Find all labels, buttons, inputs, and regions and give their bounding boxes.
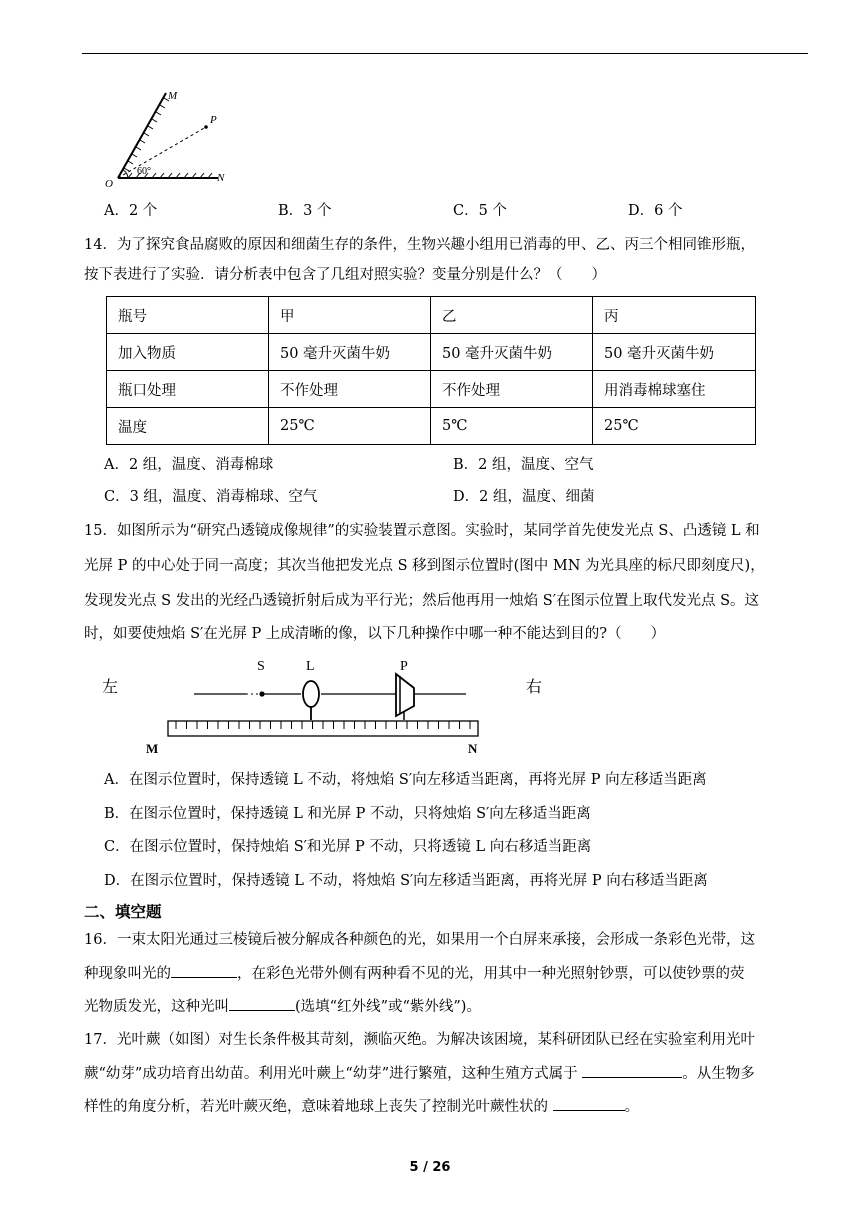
q14-option-a: A．2 组，温度、消毒棉球 bbox=[104, 457, 274, 473]
table-cell: 温度 bbox=[107, 408, 269, 445]
q13-option-c: C．5 个 bbox=[453, 203, 507, 219]
table-cell: 25℃ bbox=[593, 408, 756, 445]
q15-stem-line1: 15．如图所示为“研究凸透镜成像规律”的实验装置示意图。实验时，某同学首先使发光点 S、凸透镜 L 和 bbox=[84, 523, 760, 539]
q17-text: 。 bbox=[624, 1099, 640, 1115]
q14-option-c: C．3 组，温度、消毒棉球、空气 bbox=[104, 489, 318, 505]
q16-stem-line1: 16．一束太阳光通过三棱镜后被分解成各种颜色的光，如果用一个白屏来承接，会形成一条彩色光带，这 bbox=[84, 932, 755, 948]
table-cell: 乙 bbox=[431, 297, 593, 334]
table-cell: 丙 bbox=[593, 297, 756, 334]
table-cell: 不作处理 bbox=[269, 371, 431, 408]
q15-stem-line2: 光屏 P 的中心处于同一高度；其次当他把发光点 S 移到图示位置时(图中 MN 为光具座的标尺即刻度尺)， bbox=[84, 558, 765, 574]
header-rule bbox=[82, 53, 808, 54]
q14-option-d: D．2 组，温度、细菌 bbox=[453, 489, 595, 505]
label-m: M bbox=[168, 90, 178, 102]
page-number: 5 / 26 bbox=[409, 1160, 451, 1175]
q16-stem-line3 bbox=[84, 996, 481, 1017]
answer-blank[interactable] bbox=[582, 1063, 682, 1078]
table-row bbox=[107, 408, 756, 445]
table-cell: 50 毫升灭菌牛奶 bbox=[269, 334, 431, 371]
table-cell: 用消毒棉球塞住 bbox=[593, 371, 756, 408]
optical-bench-figure bbox=[96, 650, 566, 758]
table-cell: 瓶号 bbox=[107, 297, 269, 334]
q14-stem-line1: 14．为了探究食品腐败的原因和细菌生存的条件，生物兴趣小组用已消毒的甲、乙、丙三个相同锥形瓶， bbox=[84, 237, 755, 253]
q17-text: 。从生物多 bbox=[682, 1066, 755, 1082]
table-cell: 50 毫升灭菌牛奶 bbox=[431, 334, 593, 371]
q15-option-d: D．在图示位置时，保持透镜 L 不动，将烛焰 S′向左移适当距离，再将光屏 P 向右移适当距离 bbox=[104, 873, 708, 889]
table-cell: 不作处理 bbox=[431, 371, 593, 408]
angle-mirror-figure bbox=[100, 85, 240, 190]
label-o: O bbox=[105, 178, 113, 190]
label-s: S bbox=[257, 659, 265, 674]
table-row bbox=[107, 334, 756, 371]
table-row bbox=[107, 297, 756, 334]
q16-stem-line2 bbox=[84, 963, 745, 984]
q14-option-b: B．2 组，温度、空气 bbox=[453, 457, 594, 473]
table-cell: 甲 bbox=[269, 297, 431, 334]
q16-text: 种现象叫光的 bbox=[84, 966, 171, 982]
q16-text: (选填“红外线”或“紫外线”)。 bbox=[295, 999, 481, 1015]
q13-option-a: A．2 个 bbox=[104, 203, 158, 219]
label-p-screen: P bbox=[400, 659, 408, 674]
left-label: 左 bbox=[102, 679, 119, 696]
q17-stem-line2 bbox=[84, 1063, 755, 1084]
answer-blank[interactable] bbox=[229, 996, 295, 1011]
label-n: N bbox=[217, 172, 225, 184]
label-p: P bbox=[210, 114, 217, 126]
q13-option-d: D．6 个 bbox=[628, 203, 683, 219]
q17-text: 样性的角度分析，若光叶蕨灭绝，意味着地球上丧失了控制光叶蕨性状的 bbox=[84, 1099, 553, 1115]
label-l: L bbox=[306, 659, 315, 674]
section-title: 二、填空题 bbox=[84, 903, 162, 921]
label-n-ruler: N bbox=[468, 741, 478, 756]
q15-stem-line3: 发现发光点 S 发出的光经凸透镜折射后成为平行光；然后他再用一烛焰 S′在图示位置上取代发光点 S。这 bbox=[84, 593, 760, 609]
right-label: 右 bbox=[526, 679, 543, 696]
angle-label: 60° bbox=[137, 166, 151, 177]
table-cell: 5℃ bbox=[431, 408, 593, 445]
table-row bbox=[107, 371, 756, 408]
q17-stem-line1: 17．光叶蕨（如图）对生长条件极其苛刻，濒临灭绝。为解决该困境，某科研团队已经在实验室利用光叶 bbox=[84, 1032, 755, 1048]
q15-option-b: B．在图示位置时，保持透镜 L 和光屏 P 不动，只将烛焰 S′向左移适当距离 bbox=[104, 806, 591, 822]
q14-stem-line2: 按下表进行了实验．请分析表中包含了几组对照实验？变量分别是什么？（ ） bbox=[84, 267, 606, 283]
q17-text: 蕨“幼芽”成功培育出幼苗。利用光叶蕨上“幼芽”进行繁殖，这种生殖方式属于 bbox=[84, 1066, 583, 1082]
table-cell: 50 毫升灭菌牛奶 bbox=[593, 334, 756, 371]
q15-option-a: A．在图示位置时，保持透镜 L 不动，将烛焰 S′向左移适当距离，再将光屏 P 向左移适当距离 bbox=[104, 772, 707, 788]
experiment-table bbox=[106, 296, 756, 445]
q16-text: ，在彩色光带外侧有两种看不见的光，用其中一种光照射钞票，可以使钞票的荧 bbox=[237, 966, 745, 982]
table-cell: 25℃ bbox=[269, 408, 431, 445]
label-m-ruler: M bbox=[146, 741, 159, 756]
table-cell: 加入物质 bbox=[107, 334, 269, 371]
answer-blank[interactable] bbox=[171, 963, 237, 978]
q16-text: 光物质发光，这种光叫 bbox=[84, 999, 229, 1015]
answer-blank[interactable] bbox=[553, 1096, 625, 1111]
q17-stem-line3 bbox=[84, 1096, 639, 1117]
q13-option-b: B．3 个 bbox=[278, 203, 332, 219]
q15-option-c: C．在图示位置时，保持烛焰 S′和光屏 P 不动，只将透镜 L 向右移适当距离 bbox=[104, 839, 592, 855]
q15-stem-line4: 时，如要使烛焰 S′在光屏 P 上成清晰的像，以下几种操作中哪一种不能达到目的?（ ） bbox=[84, 626, 666, 642]
table-cell: 瓶口处理 bbox=[107, 371, 269, 408]
